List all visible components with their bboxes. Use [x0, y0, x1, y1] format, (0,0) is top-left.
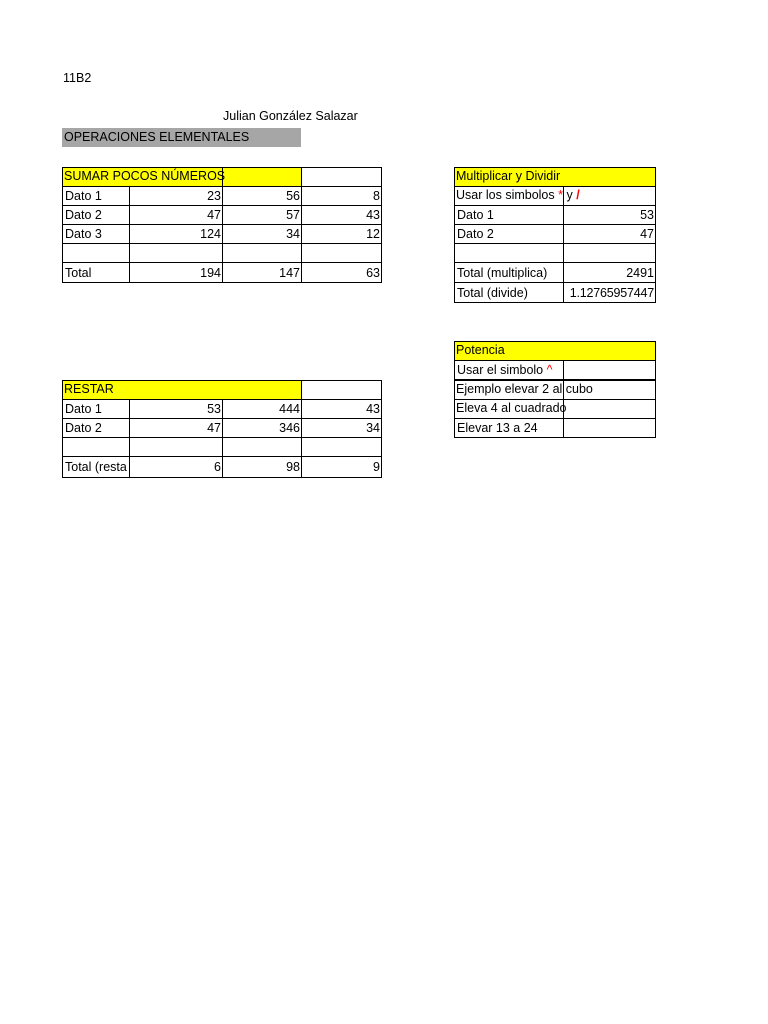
multiplicar-total-label[interactable]: Total (multiplica) [454, 262, 564, 283]
sumar-total-label[interactable]: Total [62, 262, 130, 283]
multiplicar-cell[interactable]: 53 [563, 205, 656, 225]
restar-title-cell-b[interactable] [129, 380, 223, 400]
divide-total-cell[interactable]: 1.12765957447 [563, 282, 656, 303]
multiplicar-instruction [454, 186, 581, 206]
potencia-title-cell-b[interactable] [563, 341, 656, 361]
potencia-instruction-cell[interactable] [454, 360, 564, 380]
restar-empty-cell[interactable] [62, 437, 130, 457]
restar-total-cell[interactable]: 98 [222, 456, 302, 478]
sumar-total-cell[interactable]: 63 [301, 262, 382, 283]
sumar-empty-header-cell[interactable] [301, 167, 382, 187]
multiplicar-title-cell-b[interactable] [563, 167, 656, 187]
restar-empty-cell[interactable] [129, 437, 223, 457]
sumar-title: SUMAR POCOS NÚMEROS [64, 169, 226, 183]
restar-total-cell[interactable]: 9 [301, 456, 382, 478]
sumar-cell[interactable]: 43 [301, 205, 382, 225]
sumar-cell[interactable]: 56 [222, 186, 302, 206]
sumar-empty-cell[interactable] [129, 243, 223, 263]
multiplicar-empty-cell[interactable] [454, 243, 564, 263]
section-title: OPERACIONES ELEMENTALES [62, 128, 301, 147]
divide-symbol: / [576, 188, 580, 202]
restar-row-label[interactable]: Dato 2 [62, 418, 130, 438]
sumar-cell[interactable]: 8 [301, 186, 382, 206]
restar-cell[interactable]: 53 [129, 399, 223, 419]
restar-empty-cell[interactable] [301, 437, 382, 457]
multiply-symbol: * [558, 188, 563, 202]
sumar-cell[interactable]: 57 [222, 205, 302, 225]
instruction-text: Usar los simbolos [456, 188, 559, 202]
potencia-row-label: Eleva 4 al cuadrado [456, 401, 567, 415]
restar-cell[interactable]: 346 [222, 418, 302, 438]
divide-total-label[interactable]: Total (divide) [454, 282, 564, 303]
restar-empty-header-cell[interactable] [301, 380, 382, 400]
multiplicar-row-label[interactable]: Dato 2 [454, 224, 564, 244]
sumar-row-label[interactable]: Dato 2 [62, 205, 130, 225]
restar-title-cell-c[interactable] [222, 380, 302, 400]
sumar-cell[interactable]: 124 [129, 224, 223, 244]
restar-total-cell[interactable]: 6 [129, 456, 223, 478]
instruction-join: y [563, 188, 577, 202]
potencia-row-label: Ejemplo elevar 2 al cubo [456, 382, 593, 396]
sumar-empty-cell[interactable] [62, 243, 130, 263]
multiplicar-empty-cell[interactable] [563, 243, 656, 263]
potencia-value-cell[interactable] [563, 399, 656, 419]
sumar-empty-cell[interactable] [222, 243, 302, 263]
restar-empty-cell[interactable] [222, 437, 302, 457]
multiplicar-cell[interactable]: 47 [563, 224, 656, 244]
sumar-empty-cell[interactable] [301, 243, 382, 263]
sumar-row-label[interactable]: Dato 3 [62, 224, 130, 244]
restar-cell[interactable]: 444 [222, 399, 302, 419]
potencia-instruction-text: Usar el simbolo [457, 363, 547, 377]
power-symbol: ^ [546, 363, 553, 377]
potencia-value-cell[interactable] [563, 418, 656, 438]
restar-cell[interactable]: 34 [301, 418, 382, 438]
sumar-total-cell[interactable]: 147 [222, 262, 302, 283]
sumar-title-cell-c[interactable] [222, 167, 302, 187]
multiplicar-title: Multiplicar y Dividir [456, 169, 561, 183]
restar-row-label[interactable]: Dato 1 [62, 399, 130, 419]
sumar-cell[interactable]: 12 [301, 224, 382, 244]
potencia-row-cell[interactable]: Elevar 13 a 24 [454, 418, 564, 438]
potencia-empty-cell[interactable] [563, 360, 656, 380]
restar-total-label[interactable]: Total (resta [62, 456, 130, 478]
multiplicar-total-cell[interactable]: 2491 [563, 262, 656, 283]
restar-cell[interactable]: 47 [129, 418, 223, 438]
potencia-title: Potencia [456, 343, 505, 357]
multiplicar-row-label[interactable]: Dato 1 [454, 205, 564, 225]
author-name: Julian González Salazar [223, 109, 358, 123]
sheet-code: 11B2 [63, 71, 92, 85]
sumar-row-label[interactable]: Dato 1 [62, 186, 130, 206]
restar-title: RESTAR [64, 382, 114, 396]
sumar-cell[interactable]: 34 [222, 224, 302, 244]
sumar-total-cell[interactable]: 194 [129, 262, 223, 283]
sumar-cell[interactable]: 23 [129, 186, 223, 206]
restar-cell[interactable]: 43 [301, 399, 382, 419]
sumar-cell[interactable]: 47 [129, 205, 223, 225]
